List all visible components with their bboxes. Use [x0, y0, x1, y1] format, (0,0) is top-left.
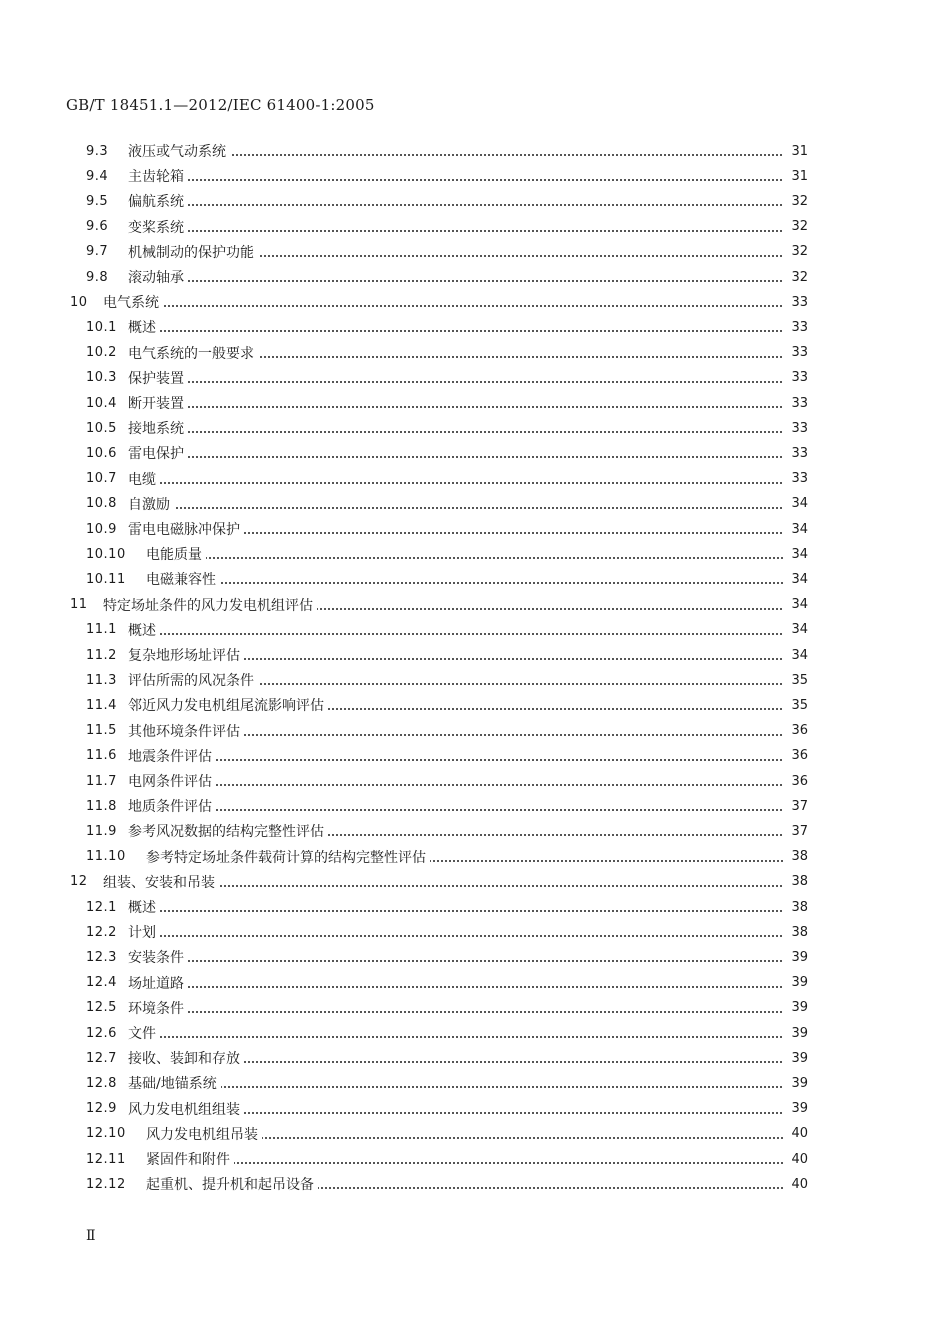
toc-entry-number: 9.8 [86, 269, 109, 285]
toc-entry-number: 12.10 [86, 1126, 126, 1142]
toc-entry-page: 37 [784, 799, 808, 814]
toc-leader-dots [166, 535, 798, 559]
toc-entry-page: 33 [784, 446, 808, 461]
toc-entry-page: 31 [784, 144, 808, 159]
toc-entry-page: 35 [784, 673, 808, 688]
toc-entry-number: 12.9 [86, 1101, 117, 1117]
toc-entry-title: 邻近风力发电机组尾流影响评估 [128, 695, 328, 715]
toc-leader-dots [148, 132, 798, 156]
toc-entry-title: 参考特定场址条件载荷计算的结构完整性评估 [146, 847, 430, 867]
toc-entry-page: 33 [784, 320, 808, 335]
toc-entry-page: 40 [784, 1126, 808, 1141]
toc-entry-number: 11.6 [86, 748, 117, 764]
toc-entry-number: 12.11 [86, 1151, 126, 1167]
toc-entry-page: 33 [784, 295, 808, 310]
toc-leader-dots [148, 1064, 798, 1088]
toc-entry-number: 10.4 [86, 395, 117, 411]
toc-entry-title: 基础/地锚系统 [128, 1073, 221, 1093]
toc-entry-title: 地质条件评估 [128, 796, 216, 816]
toc-entry-title: 评估所需的风况条件 [128, 670, 258, 690]
toc-entry-page: 34 [784, 648, 808, 663]
toc-entry-number: 11.10 [86, 849, 126, 865]
toc-entry-page: 38 [784, 925, 808, 940]
toc-entry-page: 37 [784, 824, 808, 839]
toc-entry-number: 9.6 [86, 219, 109, 235]
toc-entry-page: 36 [784, 723, 808, 738]
toc-entry[interactable] [0, 1173, 950, 1195]
toc-leader-dots [148, 636, 798, 660]
toc-entry-page: 34 [784, 622, 808, 637]
toc-leader-dots [148, 787, 798, 811]
toc-entry-title: 滚动轴承 [128, 267, 188, 287]
toc-entry-title: 电气系统的一般要求 [128, 343, 258, 363]
toc-entry-number: 12.1 [86, 899, 117, 915]
toc-entry-title: 地震条件评估 [128, 746, 216, 766]
toc-entry-title: 其他环境条件评估 [128, 721, 244, 741]
toc-entry-number: 10.5 [86, 420, 117, 436]
toc-entry-number: 10.10 [86, 546, 126, 562]
toc-entry-page: 32 [784, 244, 808, 259]
toc-leader-dots [148, 157, 798, 181]
toc-leader-dots [148, 182, 798, 206]
toc-entry-page: 35 [784, 698, 808, 713]
toc-entry-page: 36 [784, 774, 808, 789]
toc-entry-title: 概述 [128, 897, 160, 917]
toc-entry-title: 偏航系统 [128, 191, 188, 211]
toc-entry-title: 自激励 [128, 494, 174, 514]
toc-entry-page: 38 [784, 874, 808, 889]
toc-entry-page: 39 [784, 975, 808, 990]
toc-entry-page: 33 [784, 370, 808, 385]
toc-leader-dots [148, 938, 798, 962]
toc-entry-title: 计划 [128, 922, 160, 942]
toc-entry-page: 34 [784, 496, 808, 511]
toc-leader-dots [148, 384, 798, 408]
toc-leader-dots [148, 913, 798, 937]
toc-leader-dots [148, 1090, 798, 1114]
toc-entry-page: 38 [784, 849, 808, 864]
toc-entry-page: 38 [784, 900, 808, 915]
toc-entry-number: 11.7 [86, 773, 117, 789]
toc-leader-dots [166, 560, 798, 584]
toc-entry-number: 10.1 [86, 319, 117, 335]
toc-entry-page: 33 [784, 471, 808, 486]
toc-leader-dots [148, 1014, 798, 1038]
toc-entry-number: 12.5 [86, 1000, 117, 1016]
toc-entry-title: 电气系统 [103, 292, 163, 312]
toc-leader-dots [148, 409, 798, 433]
toc-entry-page: 40 [784, 1152, 808, 1167]
toc-entry-title: 电能质量 [146, 544, 206, 564]
toc-entry-number: 10 [70, 294, 88, 310]
toc-entry-number: 10.11 [86, 571, 126, 587]
toc-entry-title: 风力发电机组组装 [128, 1099, 244, 1119]
toc-entry-page: 33 [784, 345, 808, 360]
toc-entry-number: 11 [70, 597, 88, 613]
toc-entry-title: 风力发电机组吊装 [146, 1124, 262, 1144]
toc-entry-title: 概述 [128, 620, 160, 640]
toc-leader-dots [148, 460, 798, 484]
toc-entry-page: 40 [784, 1177, 808, 1192]
toc-entry-page: 32 [784, 194, 808, 209]
toc-entry-number: 11.3 [86, 672, 117, 688]
toc-entry-page: 39 [784, 950, 808, 965]
toc-entry-title: 主齿轮箱 [128, 166, 188, 186]
toc-entry-number: 11.4 [86, 697, 117, 713]
toc-entry-title: 环境条件 [128, 998, 188, 1018]
toc-leader-dots [148, 989, 798, 1013]
toc-entry-number: 12.6 [86, 1025, 117, 1041]
toc-entry-title: 雷电保护 [128, 443, 188, 463]
toc-entry-title: 电缆 [128, 469, 160, 489]
toc-entry-title: 特定场址条件的风力发电机组评估 [103, 595, 317, 615]
toc-entry-number: 9.4 [86, 168, 109, 184]
toc-entry-number: 10.6 [86, 445, 117, 461]
toc-entry-number: 10.3 [86, 370, 117, 386]
toc-entry-page: 31 [784, 169, 808, 184]
toc-entry-number: 12.12 [86, 1176, 126, 1192]
toc-leader-dots [148, 308, 798, 332]
toc-entry-number: 11.1 [86, 622, 117, 638]
toc-leader-dots [148, 762, 798, 786]
toc-entry-number: 12.8 [86, 1075, 117, 1091]
toc-entry-number: 10.8 [86, 496, 117, 512]
toc-entry-title: 起重机、提升机和起吊设备 [146, 1174, 318, 1194]
toc-entry-number: 9.5 [86, 193, 109, 209]
toc-entry-title: 雷电电磁脉冲保护 [128, 519, 244, 539]
toc-leader-dots [148, 1039, 798, 1063]
toc-entry-title: 场址道路 [128, 973, 188, 993]
toc-entry-number: 11.8 [86, 798, 117, 814]
toc-entry-page: 33 [784, 396, 808, 411]
toc-entry-number: 10.9 [86, 521, 117, 537]
toc-entry-page: 39 [784, 1051, 808, 1066]
toc-entry-number: 10.2 [86, 345, 117, 361]
toc-entry-number: 12.4 [86, 975, 117, 991]
toc-entry-number: 11.5 [86, 723, 117, 739]
toc-entry-title: 电网条件评估 [128, 771, 216, 791]
toc-entry-title: 紧固件和附件 [146, 1149, 234, 1169]
toc-leader-dots [148, 485, 798, 509]
toc-entry-page: 34 [784, 522, 808, 537]
toc-entry-title: 接地系统 [128, 418, 188, 438]
toc-leader-dots [148, 510, 798, 534]
toc-entry-title: 参考风况数据的结构完整性评估 [128, 821, 328, 841]
toc-entry-title: 概述 [128, 317, 160, 337]
toc-entry-page: 34 [784, 572, 808, 587]
toc-leader-dots [148, 434, 798, 458]
toc-entry-title: 文件 [128, 1023, 160, 1043]
toc-entry-page: 36 [784, 748, 808, 763]
toc-entry-title: 断开装置 [128, 393, 188, 413]
toc-entry-title: 机械制动的保护功能 [128, 242, 258, 262]
toc-entry-number: 12.7 [86, 1050, 117, 1066]
toc-entry-title: 电磁兼容性 [146, 569, 220, 589]
toc-leader-dots [123, 283, 798, 307]
toc-entry-number: 9.3 [86, 143, 109, 159]
toc-entry-title: 复杂地形场址评估 [128, 645, 244, 665]
toc-entry-title: 安装条件 [128, 947, 188, 967]
page-number-footer: Ⅱ [86, 1228, 96, 1244]
toc-entry-title: 保护装置 [128, 368, 188, 388]
toc-leader-dots [148, 964, 798, 988]
toc-entry-number: 11.2 [86, 647, 117, 663]
toc-entry-page: 34 [784, 547, 808, 562]
toc-entry-page: 34 [784, 597, 808, 612]
toc-entry-title: 接收、装卸和存放 [128, 1048, 244, 1068]
toc-leader-dots [148, 737, 798, 761]
toc-entry-page: 39 [784, 1076, 808, 1091]
toc-entry-page: 39 [784, 1101, 808, 1116]
toc-entry-number: 10.7 [86, 471, 117, 487]
toc-entry-number: 9.7 [86, 244, 109, 260]
toc-entry-page: 39 [784, 1026, 808, 1041]
toc-entry-title: 组装、安装和吊装 [103, 872, 219, 892]
toc-entry-page: 33 [784, 421, 808, 436]
toc-entry-number: 12 [70, 874, 88, 890]
toc-entry-title: 液压或气动系统 [128, 141, 230, 161]
toc-entry-title: 变桨系统 [128, 217, 188, 237]
toc-entry-page: 39 [784, 1000, 808, 1015]
document-header: GB/T 18451.1—2012/IEC 61400-1:2005 [66, 96, 375, 114]
toc-leader-dots [148, 888, 798, 912]
toc-leader-dots [148, 208, 798, 232]
toc-entry-page: 32 [784, 270, 808, 285]
toc-entry-number: 11.9 [86, 823, 117, 839]
toc-entry-number: 12.2 [86, 924, 117, 940]
toc-entry-number: 12.3 [86, 949, 117, 965]
toc-entry-page: 32 [784, 219, 808, 234]
